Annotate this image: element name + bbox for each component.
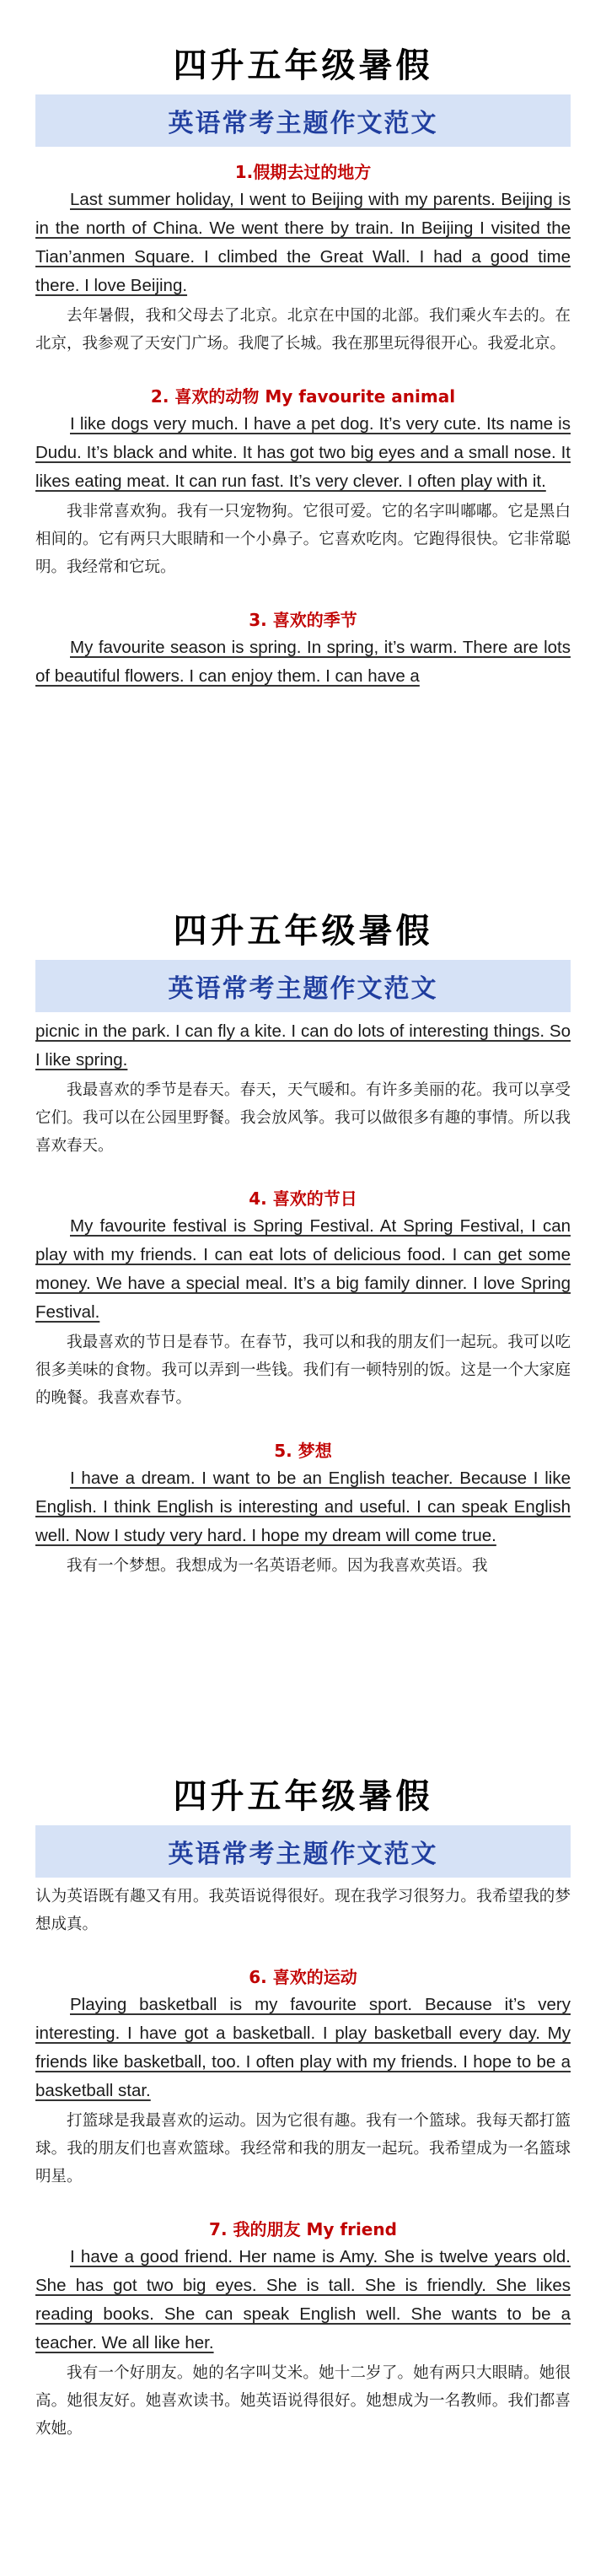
chinese-translation: 我有一个梦想。我想成为一名英语老师。因为我喜欢英语。我 xyxy=(67,1557,488,1575)
chinese-translation: 我最喜欢的季节是春天。春天，天气暖和。有许多美丽的花。我可以享受它们。我可以在公园里野餐。我会放风筝。我可以做很多有趣的事情。所以我喜欢春天。 xyxy=(35,1081,571,1155)
topic-banner: 英语常考主题作文范文 xyxy=(35,94,571,147)
english-essay: I have a good friend. Her name is Amy. She is twelve years old. She has got two big eyes. She is tall. She is friendly. She likes reading books. She can speak English well. She wants to be a teacher. We all like her. xyxy=(35,2247,571,2352)
page-3 xyxy=(0,1733,606,2576)
chinese-translation: 我最喜欢的节日是春节。在春节，我可以和我的朋友们一起玩。我可以吃很多美味的食物。我可以弄到一些钱。我们有一顿特别的饭。这是一个大家庭的晚餐。我喜欢春节。 xyxy=(35,1334,571,1407)
chinese-translation: 我非常喜欢狗。我有一只宠物狗。它很可爱。它的名字叫嘟嘟。它是黑白相间的。它有两只大眼睛和一个小鼻子。它喜欢吃肉。它跑得很快。它非常聪明。我经常和它玩。 xyxy=(35,503,571,576)
section-heading: 6. 喜欢的运动 xyxy=(249,1967,357,1987)
chinese-translation: 去年暑假，我和父母去了北京。北京在中国的北部。我们乘火车去的。在北京，我参观了天安门广场。我爬了长城。我在那里玩得很开心。我爱北京。 xyxy=(35,307,571,353)
page-title: 四升五年级暑假 xyxy=(173,911,433,951)
section-heading: 1.假期去过的地方 xyxy=(234,162,372,182)
topic-banner: 英语常考主题作文范文 xyxy=(35,960,571,1012)
chinese-translation: 认为英语既有趣又有用。我英语说得很好。现在我学习很努力。我希望我的梦想成真。 xyxy=(35,1888,571,1933)
page-content xyxy=(0,1883,606,2443)
section-heading: 5. 梦想 xyxy=(274,1441,332,1461)
page-title: 四升五年级暑假 xyxy=(173,1776,433,1816)
chinese-translation: 打篮球是我最喜欢的运动。因为它很有趣。我有一个篮球。我每天都打篮球。我的朋友们也喜欢篮球。我经常和我的朋友一起玩。我希望成为一名篮球明星。 xyxy=(35,2112,571,2185)
english-essay: I like dogs very much. I have a pet dog. It’s very cute. Its name is Dudu. It’s black and white. It has got two big eyes and a small nose. It likes eating meat. It can run fast. It’s very clever. I often play with it. xyxy=(35,414,571,491)
english-essay: picnic in the park. I can fly a kite. I can do lots of interesting things. So I like spring. xyxy=(35,1021,571,1070)
page-content xyxy=(0,1017,606,1580)
english-essay: Last summer holiday, I went to Beijing with my parents. Beijing is in the north of China. We went there by train. In Beijing I visited the Tian’anmen Square. I climbed the Great Wall. I had a good time there. I love Beijing. xyxy=(35,190,571,295)
english-essay: Playing basketball is my favourite sport. Because it’s very interesting. I have got a basketball. I play basketball every day. My friends like basketball, too. I often play with my friends. I hope to be a basketball star. xyxy=(35,1995,571,2100)
page-2 xyxy=(0,867,606,1711)
chinese-translation: 我有一个好朋友。她的名字叫艾米。她十二岁了。她有两只大眼睛。她很高。她很友好。她喜欢读书。她英语说得很好。她想成为一名教师。我们都喜欢她。 xyxy=(35,2364,571,2438)
section-heading: 2. 喜欢的动物 My favourite animal xyxy=(150,386,456,407)
english-essay: My favourite festival is Spring Festival. At Spring Festival, I can play with my friends. I can eat lots of delicious food. I can get some money. We have a special meal. It’s a big family dinner. I love Spring Festival. xyxy=(35,1216,571,1322)
section-heading: 7. 我的朋友 My friend xyxy=(209,2219,397,2239)
section-heading: 4. 喜欢的节日 xyxy=(249,1188,357,1209)
page-content xyxy=(0,159,606,691)
section-heading: 3. 喜欢的季节 xyxy=(249,610,357,630)
page-1 xyxy=(0,0,606,843)
english-essay: I have a dream. I want to be an English teacher. Because I like English. I think English is interesting and useful. I can speak English well. Now I study very hard. I hope my dream will come true. xyxy=(35,1469,571,1545)
page-title: 四升五年级暑假 xyxy=(173,46,433,85)
english-essay: My favourite season is spring. In spring, it’s warm. There are lots of beautiful flowers. I can enjoy them. I can have a xyxy=(35,638,571,686)
topic-banner: 英语常考主题作文范文 xyxy=(35,1825,571,1878)
